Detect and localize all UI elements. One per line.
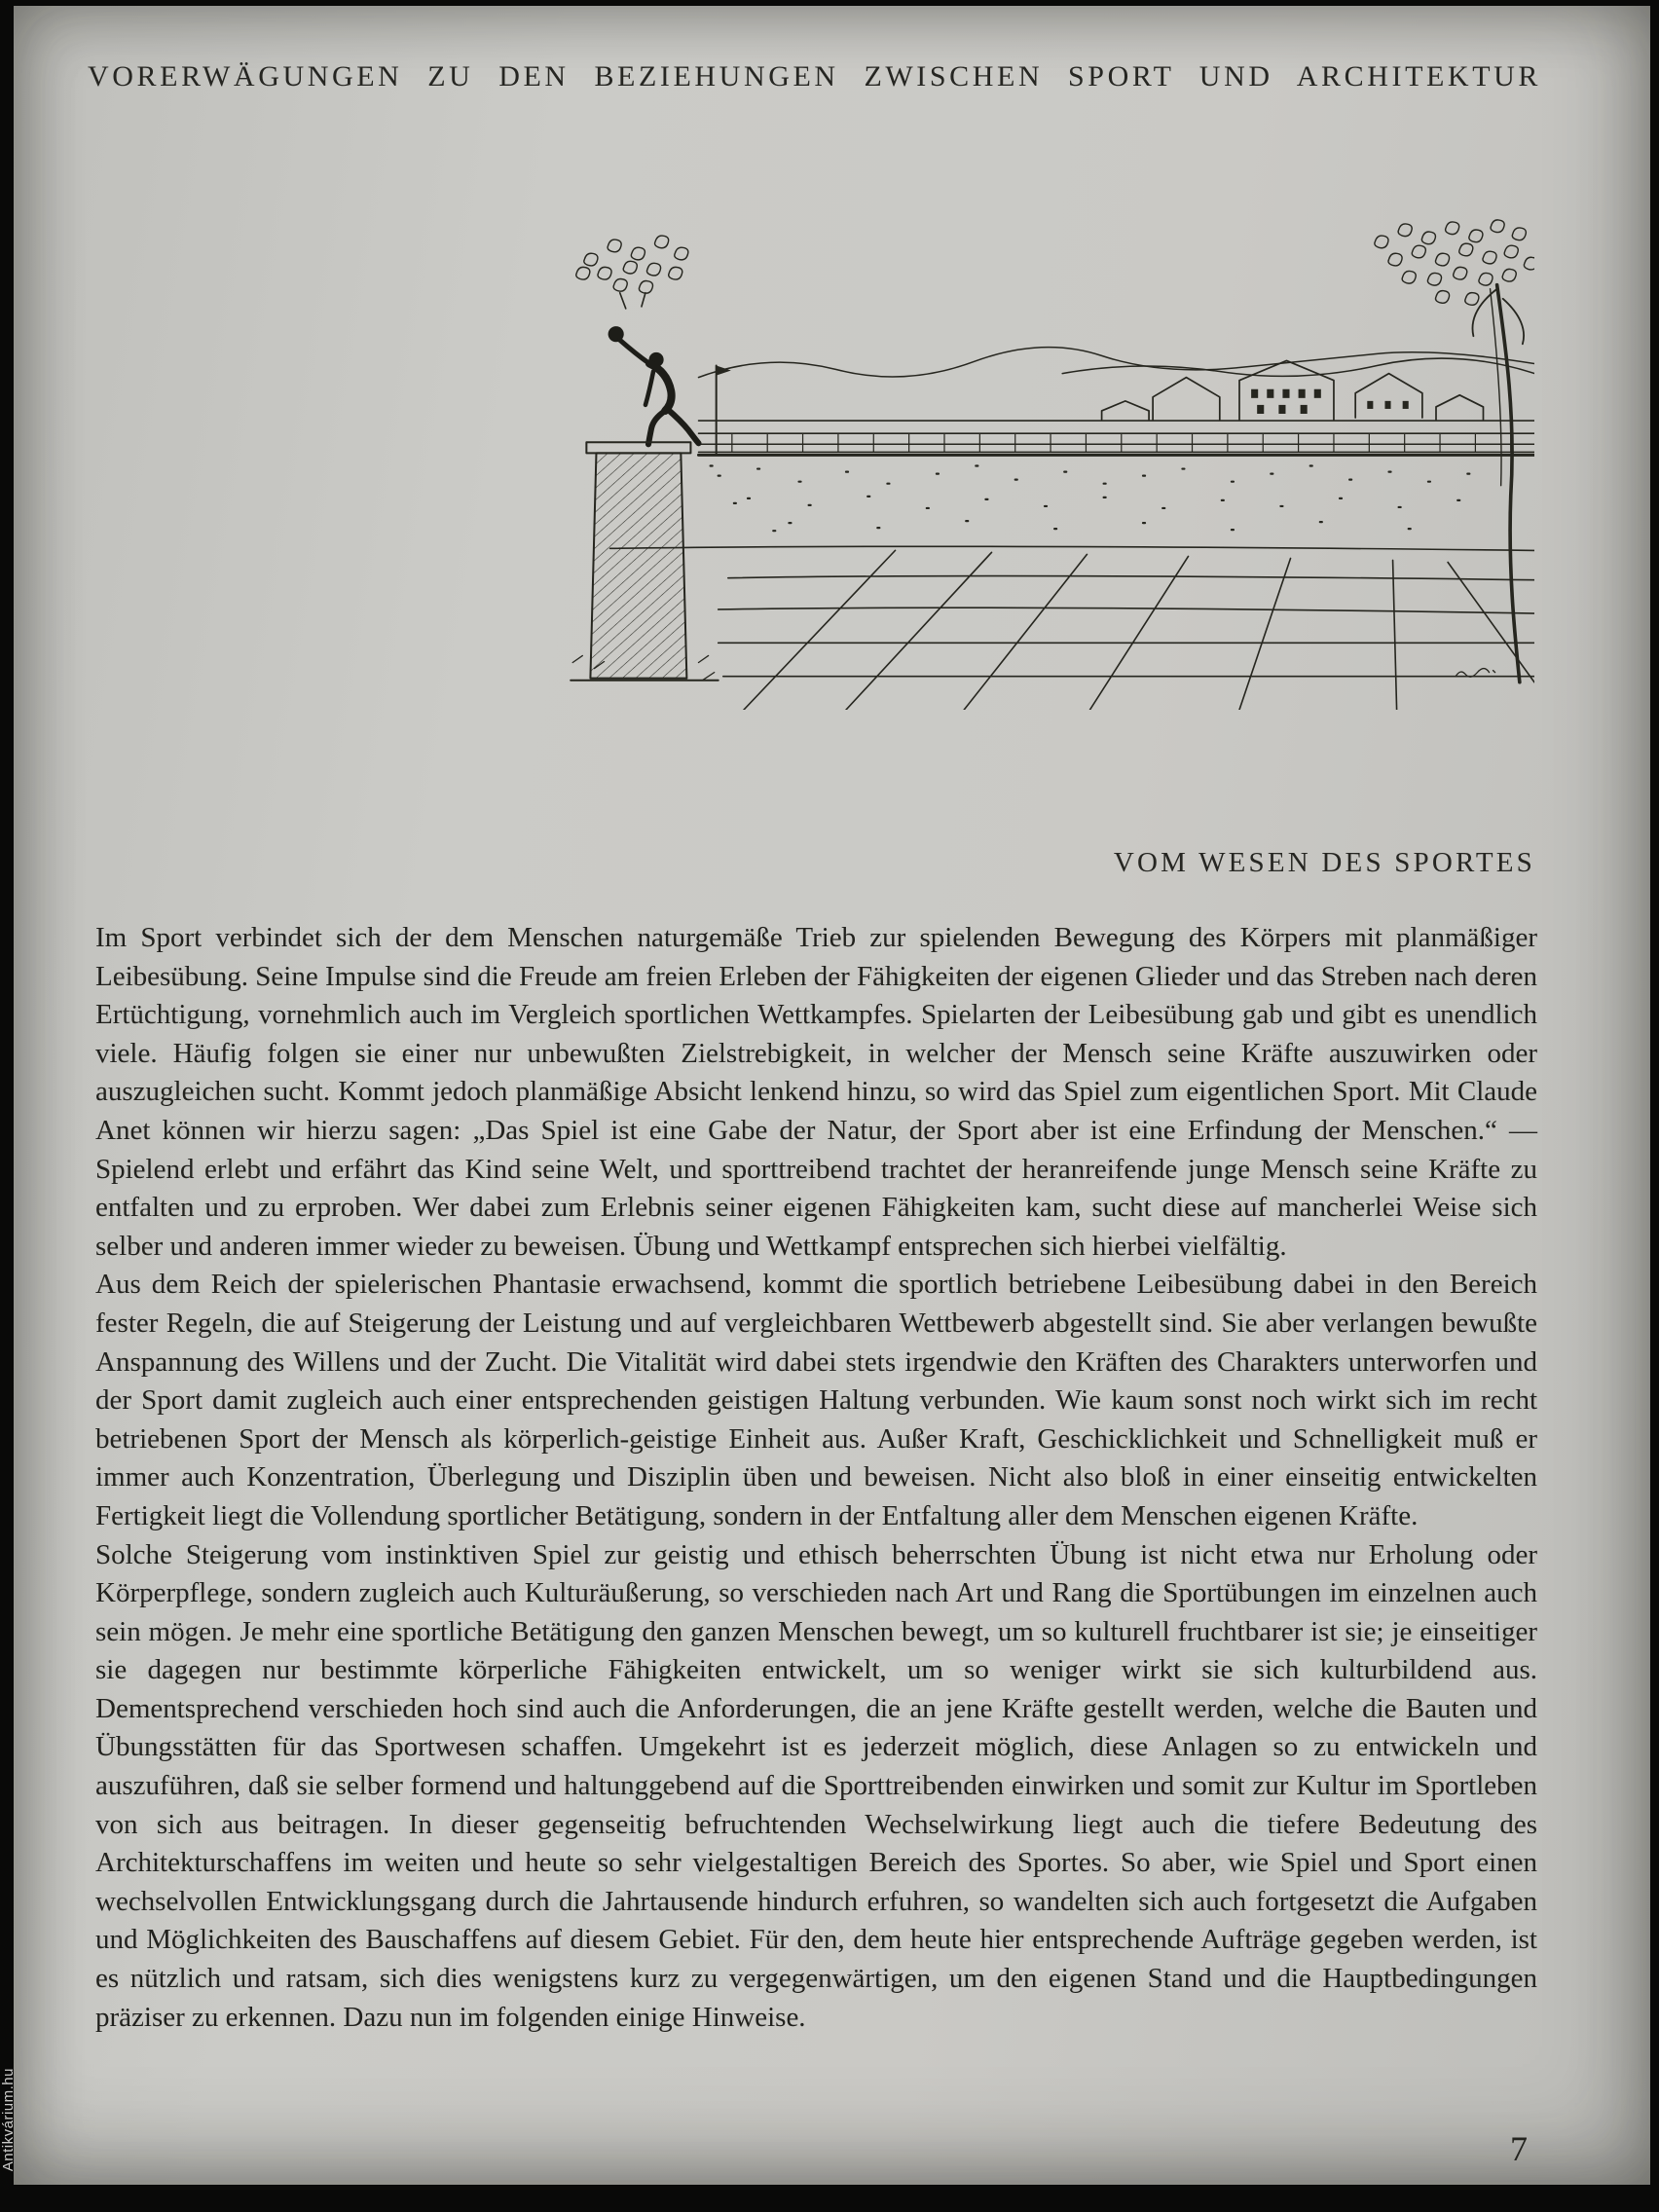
book-page	[14, 6, 1650, 2185]
discus-thrower-illustration	[551, 218, 1534, 710]
mountains	[699, 348, 1535, 378]
field-dots	[711, 466, 1470, 532]
section-heading: VOM WESEN DES SPORTES	[1113, 847, 1535, 878]
antikvarium-watermark: Antikvárium.hu	[0, 2067, 17, 2171]
paragraph: Aus dem Reich der spielerischen Phantasie erwachsend, kommt die sportlich betriebene Leibesübung dabei in den Bereich fester Regeln, die auf Steigerung der Leistung und auf vergleichbaren Wettbewerb abgestellt sind. Sie aber verlangen bewußte Anspannung des Willens und der Zucht. Die Vitalität wird dabei stets irgendwie den Kräften des Charakters unterworfen und der Sport damit zugleich auch einer entsprechenden geistigen Haltung verbunden. Wie kaum sonst noch wirkt sich im recht betriebenen Sport der Mensch als körperlich-geistige Einheit aus. Außer Kraft, Geschicklichkeit und Schnelligkeit muß er immer auch Konzentration, Überlegung und Disziplin üben und beweisen. Nicht also bloß in einer einseitig entwickelten Fertigkeit liegt die Vollendung sportlicher Betätigung, sondern in der Entfaltung aller dem Menschen eigenen Kräfte.	[95, 1269, 1537, 1531]
page-number: 7	[1510, 2129, 1528, 2168]
tree-left	[576, 236, 688, 309]
paragraph: Im Sport verbindet sich der dem Menschen naturgemäße Trieb zur spielenden Bewegung des Körpers mit planmäßiger Leibesübung. Seine Impulse sind die Freude am freien Erleben der Fähigkeiten der eigenen Glieder und das Streben nach deren Ertüchtigung, vornehmlich auch im Vergleich sportlichen Wettkampfes. Spielarten der Leibesübung gab und gibt es unendlich viele. Häufig folgen sie einer nur unbewußten Zielstrebigkeit, in welcher der Mensch seine Kräfte auszuwirken oder auszugleichen sucht. Kommt jedoch planmäßige Absicht lenkend hinzu, so wird das Spiel zum eigentlichen Sport. Mit Claude Anet können wir hierzu sagen: „Das Spiel ist eine Gabe der Natur, der Sport aber ist eine Erfindung der Menschen.“ — Spielend erlebt und erfährt das Kind seine Welt, und sporttreibend trachtet der heranreifende junge Mensch seine Kräfte zu entfalten und zu erproben. Wer dabei zum Erlebnis seiner eigenen Fähigkeiten kam, sucht diese auf mancherlei Weise sich selber und anderen immer wieder zu beweisen. Übung und Wettkampf entsprechen sich hierbei vielfältig.	[95, 922, 1537, 1262]
buildings	[1102, 360, 1484, 420]
foreground-paving	[610, 546, 1534, 710]
body-text	[95, 919, 1537, 2037]
fence-lines	[699, 366, 1535, 456]
paragraph: Solche Steigerung vom instinktiven Spiel zur geistig und ethisch beherrschten Übung ist nicht etwa nur Erholung oder Körperpflege, sondern zugleich auch Kulturäußerung, so verschieden nach Art und Rang die Sportübungen im einzelnen auch sein mögen. Je mehr eine sportliche Betätigung den ganzen Menschen bewegt, um so kulturell fruchtbarer ist sie; je einseitiger sie dagegen nur bestimmte körperliche Fähigkeiten entwickelt, um so weniger wirkt sie sich kulturbildend aus. Dementsprechend verschieden hoch sind auch die Anforderungen, die an jene Kräfte gestellt werden, welche die Bauten und Übungsstätten für das Sportwesen schaffen. Umgekehrt ist es jederzeit möglich, diese Anlagen so zu entwickeln und auszuführen, daß sie selber formend und haltunggebend auf die Sporttreibenden einwirken und somit zur Kultur im Sportleben von sich aus beitragen. In dieser gegenseitig befruchtenden Wechselwirkung liegt auch die tiefere Bedeutung des Architekturschaffens im weiten und heute so sehr vielgestaltigen Bereich des Sportes. So aber, wie Spiel und Sport einen wechselvollen Entwicklungsgang durch die Jahrtausende hindurch erfuhren, so wandelten sich auch fortgesetzt die Aufgaben und Möglichkeiten des Bauschaffens auf diesem Gebiet. Für den, dem heute hier entsprechende Aufträge gegeben werden, ist es nützlich und ratsam, sich dies wenigstens kurz zu vergegenwärtigen, um den eigenen Stand und die Hauptbedingungen präziser zu erkennen. Dazu nun im folgenden einige Hinweise.	[95, 1538, 1537, 2033]
page-title: VORERWÄGUNGEN ZU DEN BEZIEHUNGEN ZWISCHEN SPORT UND ARCHITEKTUR	[88, 60, 1541, 92]
statue-discus-thrower	[608, 326, 699, 444]
statue-pedestal	[571, 442, 719, 680]
